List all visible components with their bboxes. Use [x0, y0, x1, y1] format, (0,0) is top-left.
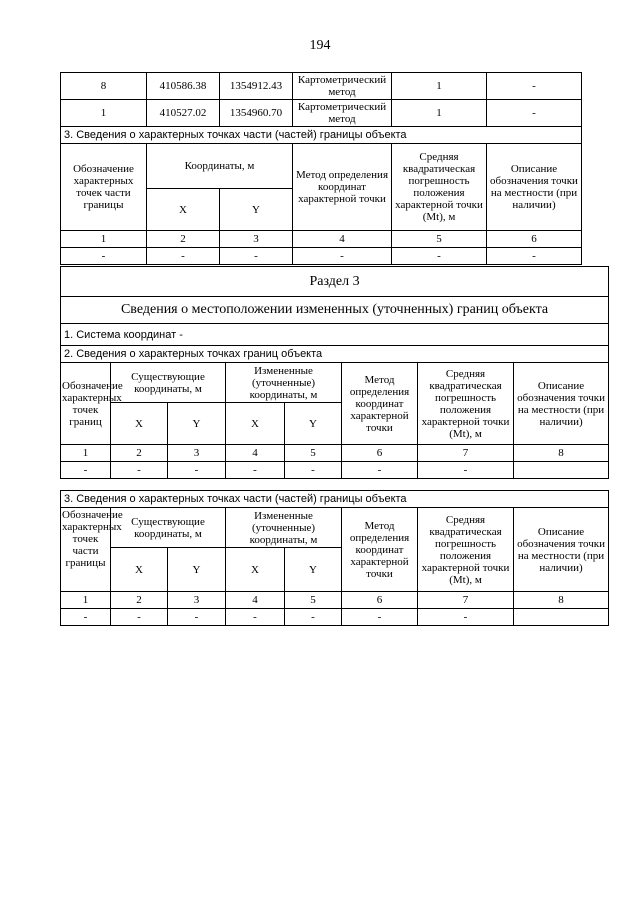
- point-id: 8: [61, 73, 147, 100]
- header-point-text: Обозначение характерных точек части границы: [62, 508, 123, 569]
- cell: -: [61, 609, 111, 626]
- table-row: [61, 73, 582, 100]
- point-id: 1: [61, 100, 147, 127]
- header-method: Метод определения координат характерной точки: [293, 144, 392, 231]
- header-description: Описание обозначения точки на местности (при наличии): [514, 508, 609, 592]
- cell: -: [487, 248, 582, 265]
- cell: -: [285, 462, 342, 479]
- header-y: Y: [285, 403, 342, 445]
- col-num: 8: [514, 592, 609, 609]
- cell: -: [61, 462, 111, 479]
- section-heading-parts: 3. Сведения о характерных точках части (частей) границы объекта: [61, 491, 609, 508]
- col-num: 2: [147, 231, 220, 248]
- page-number: 194: [309, 38, 331, 53]
- cell: -: [226, 462, 285, 479]
- header-existing: Существующие координаты, м: [111, 508, 226, 548]
- col-num: 2: [111, 592, 168, 609]
- header-x: X: [226, 403, 285, 445]
- header-mt: Средняя квадратическая погрешность положения характерной точки (Mt), м: [392, 144, 487, 231]
- col-num: 6: [342, 592, 418, 609]
- mt-value: 1: [392, 100, 487, 127]
- column-number-row: [61, 445, 609, 462]
- col-num: 1: [61, 592, 111, 609]
- header-y: Y: [168, 403, 226, 445]
- coord-x: 410586.38: [147, 73, 220, 100]
- cell: -: [61, 248, 147, 265]
- cell: -: [293, 248, 392, 265]
- parts-boundary-table: [60, 72, 582, 265]
- col-num: 4: [226, 592, 285, 609]
- col-num: 3: [220, 231, 293, 248]
- col-num: 4: [293, 231, 392, 248]
- header-changed: Измененные (уточненные) координаты, м: [226, 363, 342, 403]
- description: -: [487, 100, 582, 127]
- changed-boundary-table: [60, 266, 609, 479]
- description: -: [487, 73, 582, 100]
- table-row: [61, 100, 582, 127]
- table-row: [61, 248, 582, 265]
- col-num: 7: [418, 445, 514, 462]
- header-description: Описание обозначения точки на местности (при наличии): [514, 363, 609, 445]
- col-num: 1: [61, 445, 111, 462]
- header-point: Обозначение характерных точек границ: [61, 363, 111, 445]
- header-point: Обозначение характерных точек части границы: [61, 144, 147, 231]
- header-x: X: [147, 189, 220, 231]
- coord-x: 410527.02: [147, 100, 220, 127]
- col-num: 1: [61, 231, 147, 248]
- col-num: 5: [285, 445, 342, 462]
- method: Картометрический метод: [293, 73, 392, 100]
- coordinate-system: 1. Система координат -: [61, 324, 609, 346]
- col-num: 6: [487, 231, 582, 248]
- header-point: [61, 508, 123, 592]
- mt-value: 1: [392, 73, 487, 100]
- header-x: X: [111, 403, 168, 445]
- cell: -: [111, 609, 168, 626]
- header-y: Y: [220, 189, 293, 231]
- cell: -: [147, 248, 220, 265]
- cell: [514, 609, 609, 626]
- table-row: [61, 609, 609, 626]
- cell: -: [342, 609, 418, 626]
- cell: -: [168, 462, 226, 479]
- header-mt: Средняя квадратическая погрешность положения характерной точки (Mt), м: [418, 508, 514, 592]
- section-heading-points: 2. Сведения о характерных точках границ объекта: [61, 346, 609, 363]
- col-num: 2: [111, 445, 168, 462]
- column-number-row: [61, 592, 609, 609]
- col-num: 4: [226, 445, 285, 462]
- column-number-row: [61, 231, 582, 248]
- cell: -: [285, 609, 342, 626]
- header-y: Y: [285, 548, 342, 592]
- header-x: X: [111, 548, 168, 592]
- col-num: 7: [418, 592, 514, 609]
- header-existing: Существующие координаты, м: [111, 363, 226, 403]
- cell: [514, 462, 609, 479]
- cell: -: [418, 609, 514, 626]
- section-title: Раздел 3: [61, 267, 609, 297]
- changed-parts-table: [60, 490, 609, 626]
- col-num: 5: [285, 592, 342, 609]
- cell: -: [418, 462, 514, 479]
- col-num: 3: [168, 445, 226, 462]
- header-y: Y: [168, 548, 226, 592]
- cell: -: [392, 248, 487, 265]
- col-num: 6: [342, 445, 418, 462]
- col-num: 3: [168, 592, 226, 609]
- header-mt: Средняя квадратическая погрешность положения характерной точки (Mt), м: [418, 363, 514, 445]
- header-changed: Измененные (уточненные) координаты, м: [226, 508, 342, 548]
- header-method: Метод определения координат характерной точки: [342, 363, 418, 445]
- col-num: 8: [514, 445, 609, 462]
- header-description: Описание обозначения точки на местности (при наличии): [487, 144, 582, 231]
- header-method: Метод определения координат характерной точки: [342, 508, 418, 592]
- coord-y: 1354912.43: [220, 73, 293, 100]
- table-row: [61, 462, 609, 479]
- section-subtitle: Сведения о местоположении измененных (уточненных) границ объекта: [61, 297, 609, 324]
- section-heading-parts: 3. Сведения о характерных точках части (частей) границы объекта: [61, 127, 582, 144]
- header-x: X: [226, 548, 285, 592]
- cell: -: [168, 609, 226, 626]
- cell: -: [111, 462, 168, 479]
- method: Картометрический метод: [293, 100, 392, 127]
- col-num: 5: [392, 231, 487, 248]
- cell: -: [226, 609, 285, 626]
- cell: -: [342, 462, 418, 479]
- coord-y: 1354960.70: [220, 100, 293, 127]
- header-coords: Координаты, м: [147, 144, 293, 189]
- cell: -: [220, 248, 293, 265]
